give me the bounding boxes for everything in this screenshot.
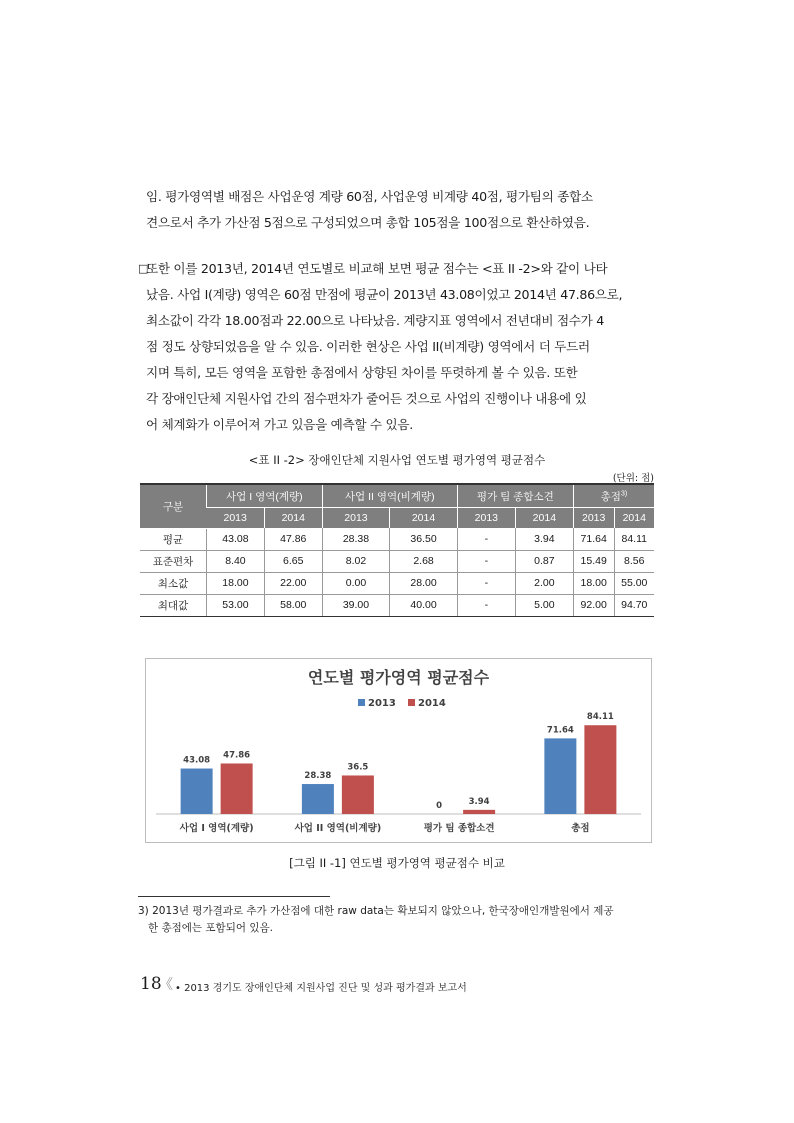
table-cell: 92.00 [573,594,614,616]
year-header: 2013 [322,508,390,529]
table-cell: 40.00 [390,594,458,616]
year-header: 2014 [390,508,458,529]
table-cell: 5.00 [515,594,573,616]
footnote-line: 한 총점에는 포함되어 있음. [138,922,273,934]
figure-caption: [그림 II -1] 연도별 평가영역 평균점수 비교 [289,856,505,870]
bar-chart [146,659,651,842]
table-cell: 28.00 [390,572,458,594]
legend-swatch [408,699,415,706]
row-label: 최대값 [140,594,207,616]
table-cell: 0.00 [322,572,390,594]
bar [584,725,616,814]
table-cell: - [457,528,515,550]
paragraph-line: 견으로서 추가 가산점 5점으로 구성되었으며 총합 105점을 100점으로 환산하였음. [146,215,590,230]
group-header: 사업 II 영역(비계량) [322,484,457,508]
legend-label: 2013 [368,698,396,709]
category-label: 사업 II 영역(비계량) [294,823,382,834]
paragraph-line: 최소값이 각각 18.00점과 22.00으로 나타났음. 계량지표 영역에서 전년대비 점수가 4 [146,313,604,328]
legend-swatch [358,699,365,706]
table-cell: 55.00 [614,572,654,594]
table-cell: 2.00 [515,572,573,594]
paragraph-2 [146,256,656,438]
table-cell: 47.86 [264,528,322,550]
table-caption: <표 II -2> 장애인단체 지원사업 연도별 평가영역 평균점수 [248,453,546,467]
category-label: 평가 팀 종합소견 [423,823,495,834]
paragraph-line: 점 정도 상향되었음을 알 수 있음. 이러한 현상은 사업 II(비계량) 영역에서 더 두드러 [146,339,590,354]
data-label: 47.86 [223,750,251,761]
year-header: 2013 [573,508,614,529]
year-header: 2013 [207,508,265,529]
data-label: 28.38 [304,771,332,782]
table-cell: 0.87 [515,550,573,572]
footnote-ref: 3) [620,490,628,497]
bullet-icon: □ [138,262,149,275]
chevron-left-icon: 《 [159,977,173,993]
table-cell: 28.38 [322,528,390,550]
table-unit: (단위: 점) [612,473,654,484]
year-header: 2014 [515,508,573,529]
table-cell: 8.56 [614,550,654,572]
year-header: 2014 [264,508,322,529]
table-cell: - [457,550,515,572]
paragraph-line: 어 체계화가 이루어져 가고 있음을 예측할 수 있음. [146,417,413,432]
data-label: 43.08 [183,755,211,766]
table-cell: 6.65 [264,550,322,572]
data-label: 71.64 [546,725,574,736]
group-header: 사업 I 영역(계량) [207,484,323,508]
table-cell: 43.08 [207,528,265,550]
table-row [140,594,654,616]
bar [544,738,576,814]
table-cell: 84.11 [614,528,654,550]
row-label: 최소값 [140,572,207,594]
page-number: 18 [140,974,162,994]
category-label: 총점 [571,823,590,834]
data-label: 0 [436,801,443,811]
row-label: 평균 [140,528,207,550]
year-header: 2013 [457,508,515,529]
total-label: 총점 [600,490,621,503]
table-cell: 71.64 [573,528,614,550]
table-cell: 58.00 [264,594,322,616]
table-corner-header: 구분 [140,484,207,528]
bar-chart-frame [145,658,652,843]
bar [181,769,213,814]
paragraph-line: 지며 특히, 모든 영역을 포함한 총점에서 상향된 차이를 뚜렷하게 볼 수 있음. 또한 [146,365,578,380]
table-cell: 36.50 [390,528,458,550]
score-table [140,483,654,617]
table-cell: - [457,572,515,594]
data-label: 36.5 [347,762,369,773]
table-cell: 8.02 [322,550,390,572]
row-label: 표준편차 [140,550,207,572]
table-cell: - [457,594,515,616]
bar [221,763,253,814]
category-label: 사업 I 영역(계량) [179,823,254,834]
year-header: 2014 [614,508,654,529]
table-cell: 22.00 [264,572,322,594]
data-label: 84.11 [586,712,614,723]
table-cell: 18.00 [207,572,265,594]
bar [302,784,334,814]
table-cell: 3.94 [515,528,573,550]
paragraph-line: 각 장애인단체 지원사업 간의 점수편차가 줄어든 것으로 사업의 진행이나 내용에 있 [146,391,587,406]
footnote-divider [138,896,330,897]
paragraph-1 [146,184,656,236]
group-header: 평가 팀 종합소견 [457,484,573,508]
footnote-line: 3) 2013년 평가결과로 추가 가산점에 대한 raw data는 확보되지 않았으나, 한국장애인개발원에서 제공 [138,905,614,917]
table-cell: 2.68 [390,550,458,572]
table-cell: 39.00 [322,594,390,616]
paragraph-line: 났음. 사업 I(계량) 영역은 60점 만점에 평균이 2013년 43.08이었고 2014년 47.86으로, [146,287,623,302]
table-cell: 15.49 [573,550,614,572]
table-row [140,572,654,594]
table-cell: 18.00 [573,572,614,594]
table-cell: 94.70 [614,594,654,616]
data-label: 3.94 [468,796,490,807]
group-header-total [573,484,654,508]
bar [342,775,374,814]
legend-label: 2014 [418,698,446,709]
footnote [138,903,658,937]
table-cell: 8.40 [207,550,265,572]
chart-title: 연도별 평가영역 평균점수 [307,668,490,687]
table-cell: 53.00 [207,594,265,616]
paragraph-line: 임. 평가영역별 배점은 사업운영 계량 60점, 사업운영 비계량 40점, 평가팀의 종합소 [146,189,593,204]
table-row [140,550,654,572]
paragraph-line: 또한 이를 2013년, 2014년 연도별로 비교해 보면 평균 점수는 <표 II -2>와 같이 나타 [146,261,608,276]
table-row [140,528,654,550]
report-title-footer: • 2013 경기도 장애인단체 지원사업 진단 및 성과 평가결과 보고서 [175,983,467,994]
bar [463,810,495,814]
